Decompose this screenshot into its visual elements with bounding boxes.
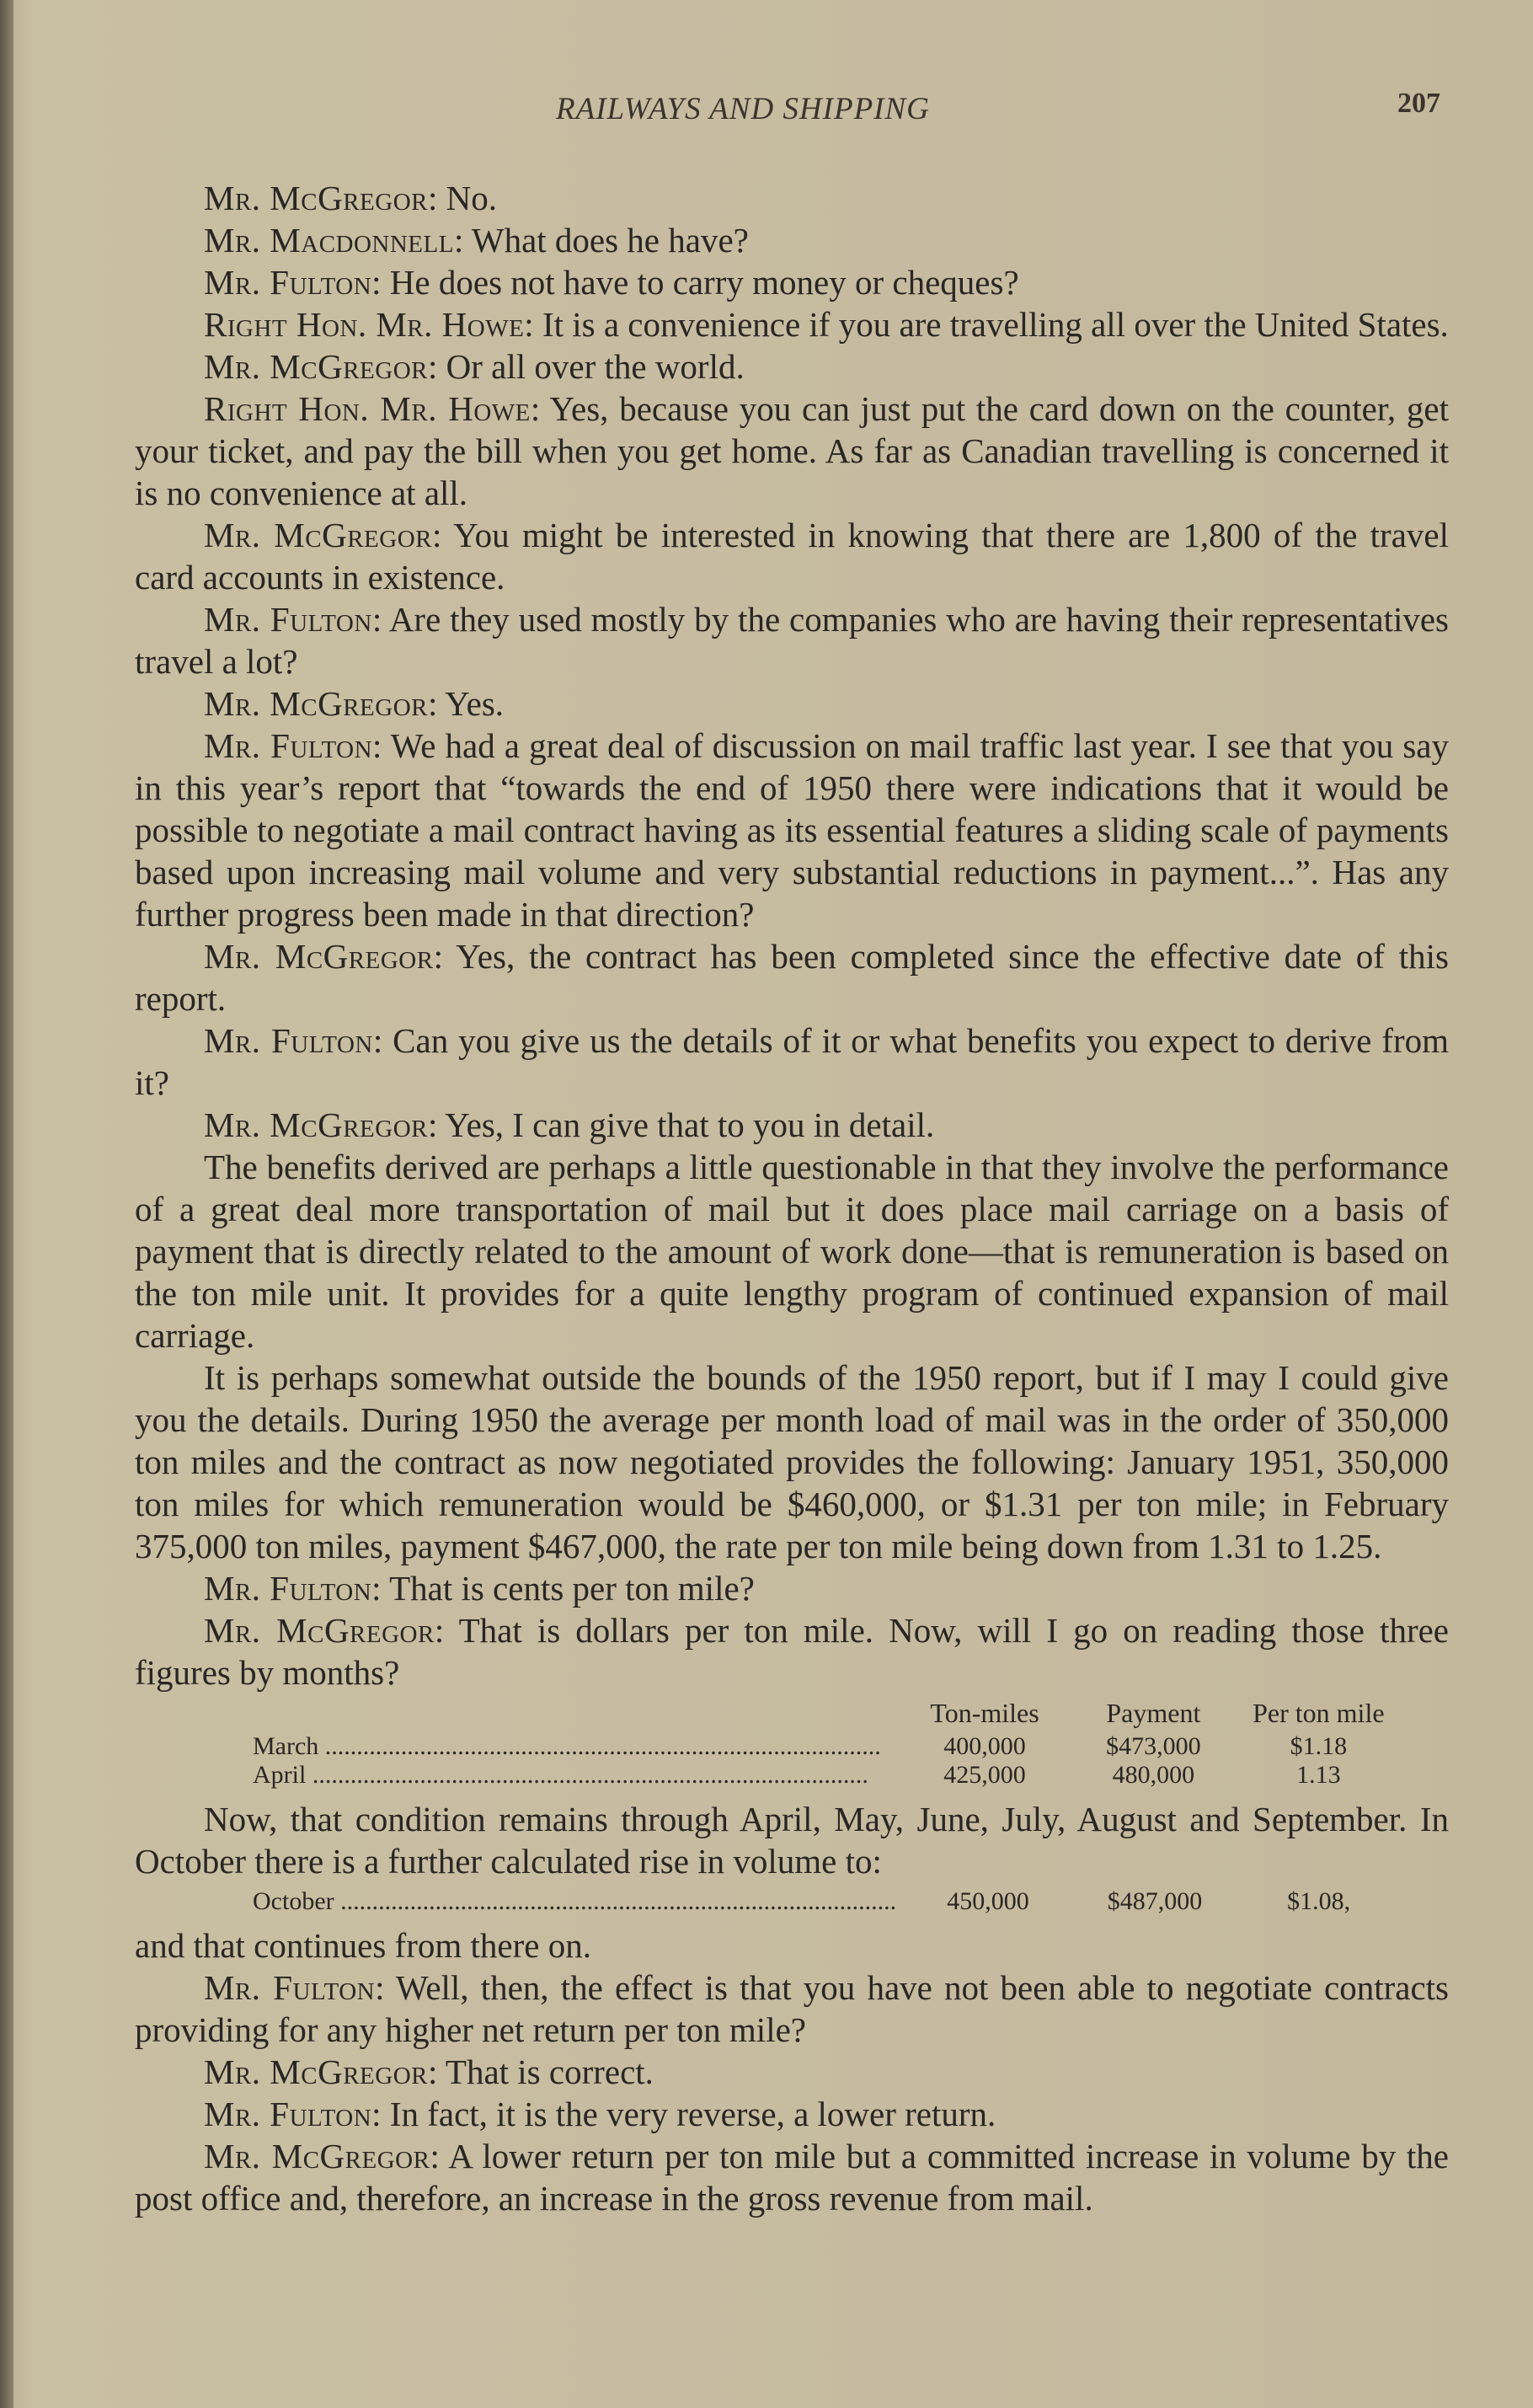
speech-text: : Yes. bbox=[428, 684, 505, 723]
speaker-name: Mr. Macdonnell bbox=[204, 221, 454, 260]
speech-text: : In fact, it is the very reverse, a lower return. bbox=[371, 2095, 996, 2133]
book-spine bbox=[0, 0, 13, 2408]
speech-text: : That is correct. bbox=[428, 2052, 654, 2091]
table-cell: 480,000 bbox=[1112, 1761, 1195, 1789]
speech-text: : Yes, I can give that to you in detail. bbox=[428, 1105, 935, 1144]
table-cell: $1.08, bbox=[1287, 1887, 1351, 1915]
table-header-cell: Payment bbox=[1106, 1698, 1201, 1728]
speech-text: : That is cents per ton mile? bbox=[371, 1569, 755, 1608]
paragraph bbox=[135, 303, 1449, 345]
dot-leader bbox=[334, 1887, 897, 1915]
speaker-name: Mr. McGregor bbox=[204, 684, 428, 723]
paragraph bbox=[135, 1146, 1449, 1357]
paragraph bbox=[135, 1798, 1449, 1882]
page-number: 207 bbox=[1397, 88, 1440, 119]
table-cell: 1.13 bbox=[1296, 1761, 1341, 1789]
speaker-name: Mr. Fulton bbox=[204, 263, 372, 302]
speech-text: : No. bbox=[428, 179, 497, 217]
speech-text: : Can you give us the details of it or what benefits you expect to derive from it? bbox=[135, 1021, 1449, 1102]
speaker-name: Mr. Fulton bbox=[204, 1569, 372, 1608]
paragraph bbox=[135, 514, 1449, 598]
paragraph bbox=[135, 2051, 1449, 2093]
speech-text: : Yes, because you can just put the card down on the counter, get your ticket, and pay the bill when you get home. As far as Canadian travelling is concerned it is no convenience at all. bbox=[135, 389, 1449, 512]
paragraph bbox=[135, 2135, 1449, 2219]
speech-text: : Yes, the contract has been completed since the effective date of this report. bbox=[135, 937, 1450, 1018]
paragraph bbox=[135, 261, 1449, 303]
paragraph bbox=[135, 177, 1449, 219]
dot-leader bbox=[306, 1761, 868, 1789]
table-row-label bbox=[135, 1761, 901, 1790]
speaker-name: Mr. McGregor bbox=[204, 179, 428, 217]
paragraph bbox=[135, 1609, 1449, 1694]
paragraph bbox=[135, 1924, 1449, 1967]
table-cell: 450,000 bbox=[947, 1887, 1029, 1915]
speaker-name: Mr. Fulton bbox=[204, 1968, 376, 2007]
table-row bbox=[135, 1761, 1398, 1790]
speech-text: : You might be interested in knowing that there are 1,800 of the travel card accounts in existence. bbox=[135, 516, 1449, 597]
speech-text: It is perhaps somewhat outside the bounds of the 1950 report, but if I may I could give you the details. During 1950 the average per month load of mail was in the order of 350,000 ton miles and the contract as now negotiated provides the following: January 1951, 350,000 ton miles for which remuneration would be $460,000, or $1.31 per ton mile; in February 375,000 ton miles, payment $467,000, the rate per ton mile being down from 1.31 to 1.25. bbox=[135, 1358, 1449, 1565]
speaker-name: Mr. McGregor bbox=[204, 2137, 430, 2175]
speech-text: : He does not have to carry money or cheques? bbox=[371, 263, 1019, 302]
speech-text: : That is dollars per ton mile. Now, will I go on reading those three figures by months? bbox=[135, 1611, 1449, 1692]
speech-text: : Are they used mostly by the companies who are having their representatives travel a lot? bbox=[135, 600, 1450, 681]
speech-text: The benefits derived are perhaps a little questionable in that they involve the performance of a great deal more transportation of mail but it does place mail carriage on a basis of payment that is directly related to the amount of work done—that is remuneration is based on the ton mile unit. It provides for a quite lengthy program of continued expansion of mail carriage. bbox=[135, 1148, 1449, 1355]
paragraph bbox=[135, 388, 1449, 514]
page-body bbox=[135, 177, 1449, 2219]
paragraph bbox=[135, 598, 1449, 682]
table-cell: $487,000 bbox=[1107, 1887, 1203, 1915]
speaker-name: Mr. McGregor bbox=[204, 516, 432, 554]
speaker-name: Mr. McGregor bbox=[204, 347, 428, 386]
table-header-cell: Per ton mile bbox=[1253, 1698, 1385, 1728]
table-row bbox=[135, 1887, 1398, 1916]
speaker-name: Mr. McGregor bbox=[204, 1105, 428, 1144]
speaker-name: Right Hon. Mr. Howe bbox=[204, 389, 531, 428]
running-head: RAILWAYS AND SHIPPING bbox=[556, 92, 930, 126]
paragraph bbox=[135, 1967, 1449, 2051]
table-row bbox=[135, 1732, 1398, 1761]
table-cell: 425,000 bbox=[943, 1761, 1026, 1789]
table-header-row bbox=[135, 1699, 1398, 1732]
mail-figures-table bbox=[135, 1699, 1398, 1790]
speaker-name: Mr. McGregor bbox=[204, 1611, 435, 1650]
month-label: March bbox=[253, 1732, 319, 1760]
paragraph bbox=[135, 682, 1449, 725]
speaker-name: Mr. Fulton bbox=[204, 2095, 372, 2133]
paragraph bbox=[135, 2093, 1449, 2135]
paragraph bbox=[135, 935, 1449, 1019]
speech-text: : It is a convenience if you are travelling all over the United States. bbox=[524, 305, 1449, 344]
paragraph bbox=[135, 219, 1449, 261]
october-figures-table bbox=[135, 1887, 1398, 1916]
speech-text: : Or all over the world. bbox=[428, 347, 745, 386]
month-label: April bbox=[253, 1761, 307, 1789]
table-cell: 400,000 bbox=[943, 1732, 1026, 1760]
speech-text: and that continues from there on. bbox=[135, 1926, 591, 1965]
speech-text: : What does he have? bbox=[453, 221, 749, 260]
table-header-cell: Ton-miles bbox=[930, 1698, 1039, 1728]
paragraph bbox=[135, 1357, 1449, 1567]
page-header bbox=[135, 88, 1449, 142]
paragraph bbox=[135, 345, 1449, 388]
speech-text: Now, that condition remains through April, May, June, July, August and September. In October there is a further calculated rise in volume to: bbox=[135, 1800, 1449, 1881]
table-row-label bbox=[135, 1732, 901, 1761]
table-cell: $473,000 bbox=[1106, 1732, 1201, 1760]
speaker-name: Mr. McGregor bbox=[204, 2052, 428, 2091]
paragraph bbox=[135, 1019, 1449, 1104]
speech-text: : Well, then, the effect is that you have not been able to negotiate contracts providing for any higher net return per ton mile? bbox=[135, 1968, 1450, 2049]
speech-text: : We had a great deal of discussion on mail traffic last year. I see that you say in this year’s report that “towards the end of 1950 there were indications that it would be possible to negotiate a mail contract having as its essential features a sliding scale of payments based upon increasing mail volume and very substantial reductions in payment...”. Has any further progress been made in that direction? bbox=[135, 726, 1450, 934]
paragraph bbox=[135, 1567, 1449, 1609]
table-cell: $1.18 bbox=[1290, 1732, 1348, 1760]
speech-text: : A lower return per ton mile but a committed increase in volume by the post office and, therefore, an increase in the gross revenue from mail. bbox=[135, 2137, 1449, 2218]
table-header-empty bbox=[135, 1699, 901, 1732]
speaker-name: Mr. McGregor bbox=[204, 937, 434, 976]
speaker-name: Mr. Fulton bbox=[204, 1021, 373, 1060]
speaker-name: Right Hon. Mr. Howe bbox=[204, 305, 525, 344]
dot-leader bbox=[318, 1732, 881, 1760]
month-label: October bbox=[253, 1887, 334, 1915]
table-row-label bbox=[135, 1887, 905, 1916]
paragraph bbox=[135, 725, 1449, 935]
paragraph bbox=[135, 1104, 1449, 1146]
speaker-name: Mr. Fulton bbox=[204, 726, 373, 765]
speaker-name: Mr. Fulton bbox=[204, 600, 372, 639]
